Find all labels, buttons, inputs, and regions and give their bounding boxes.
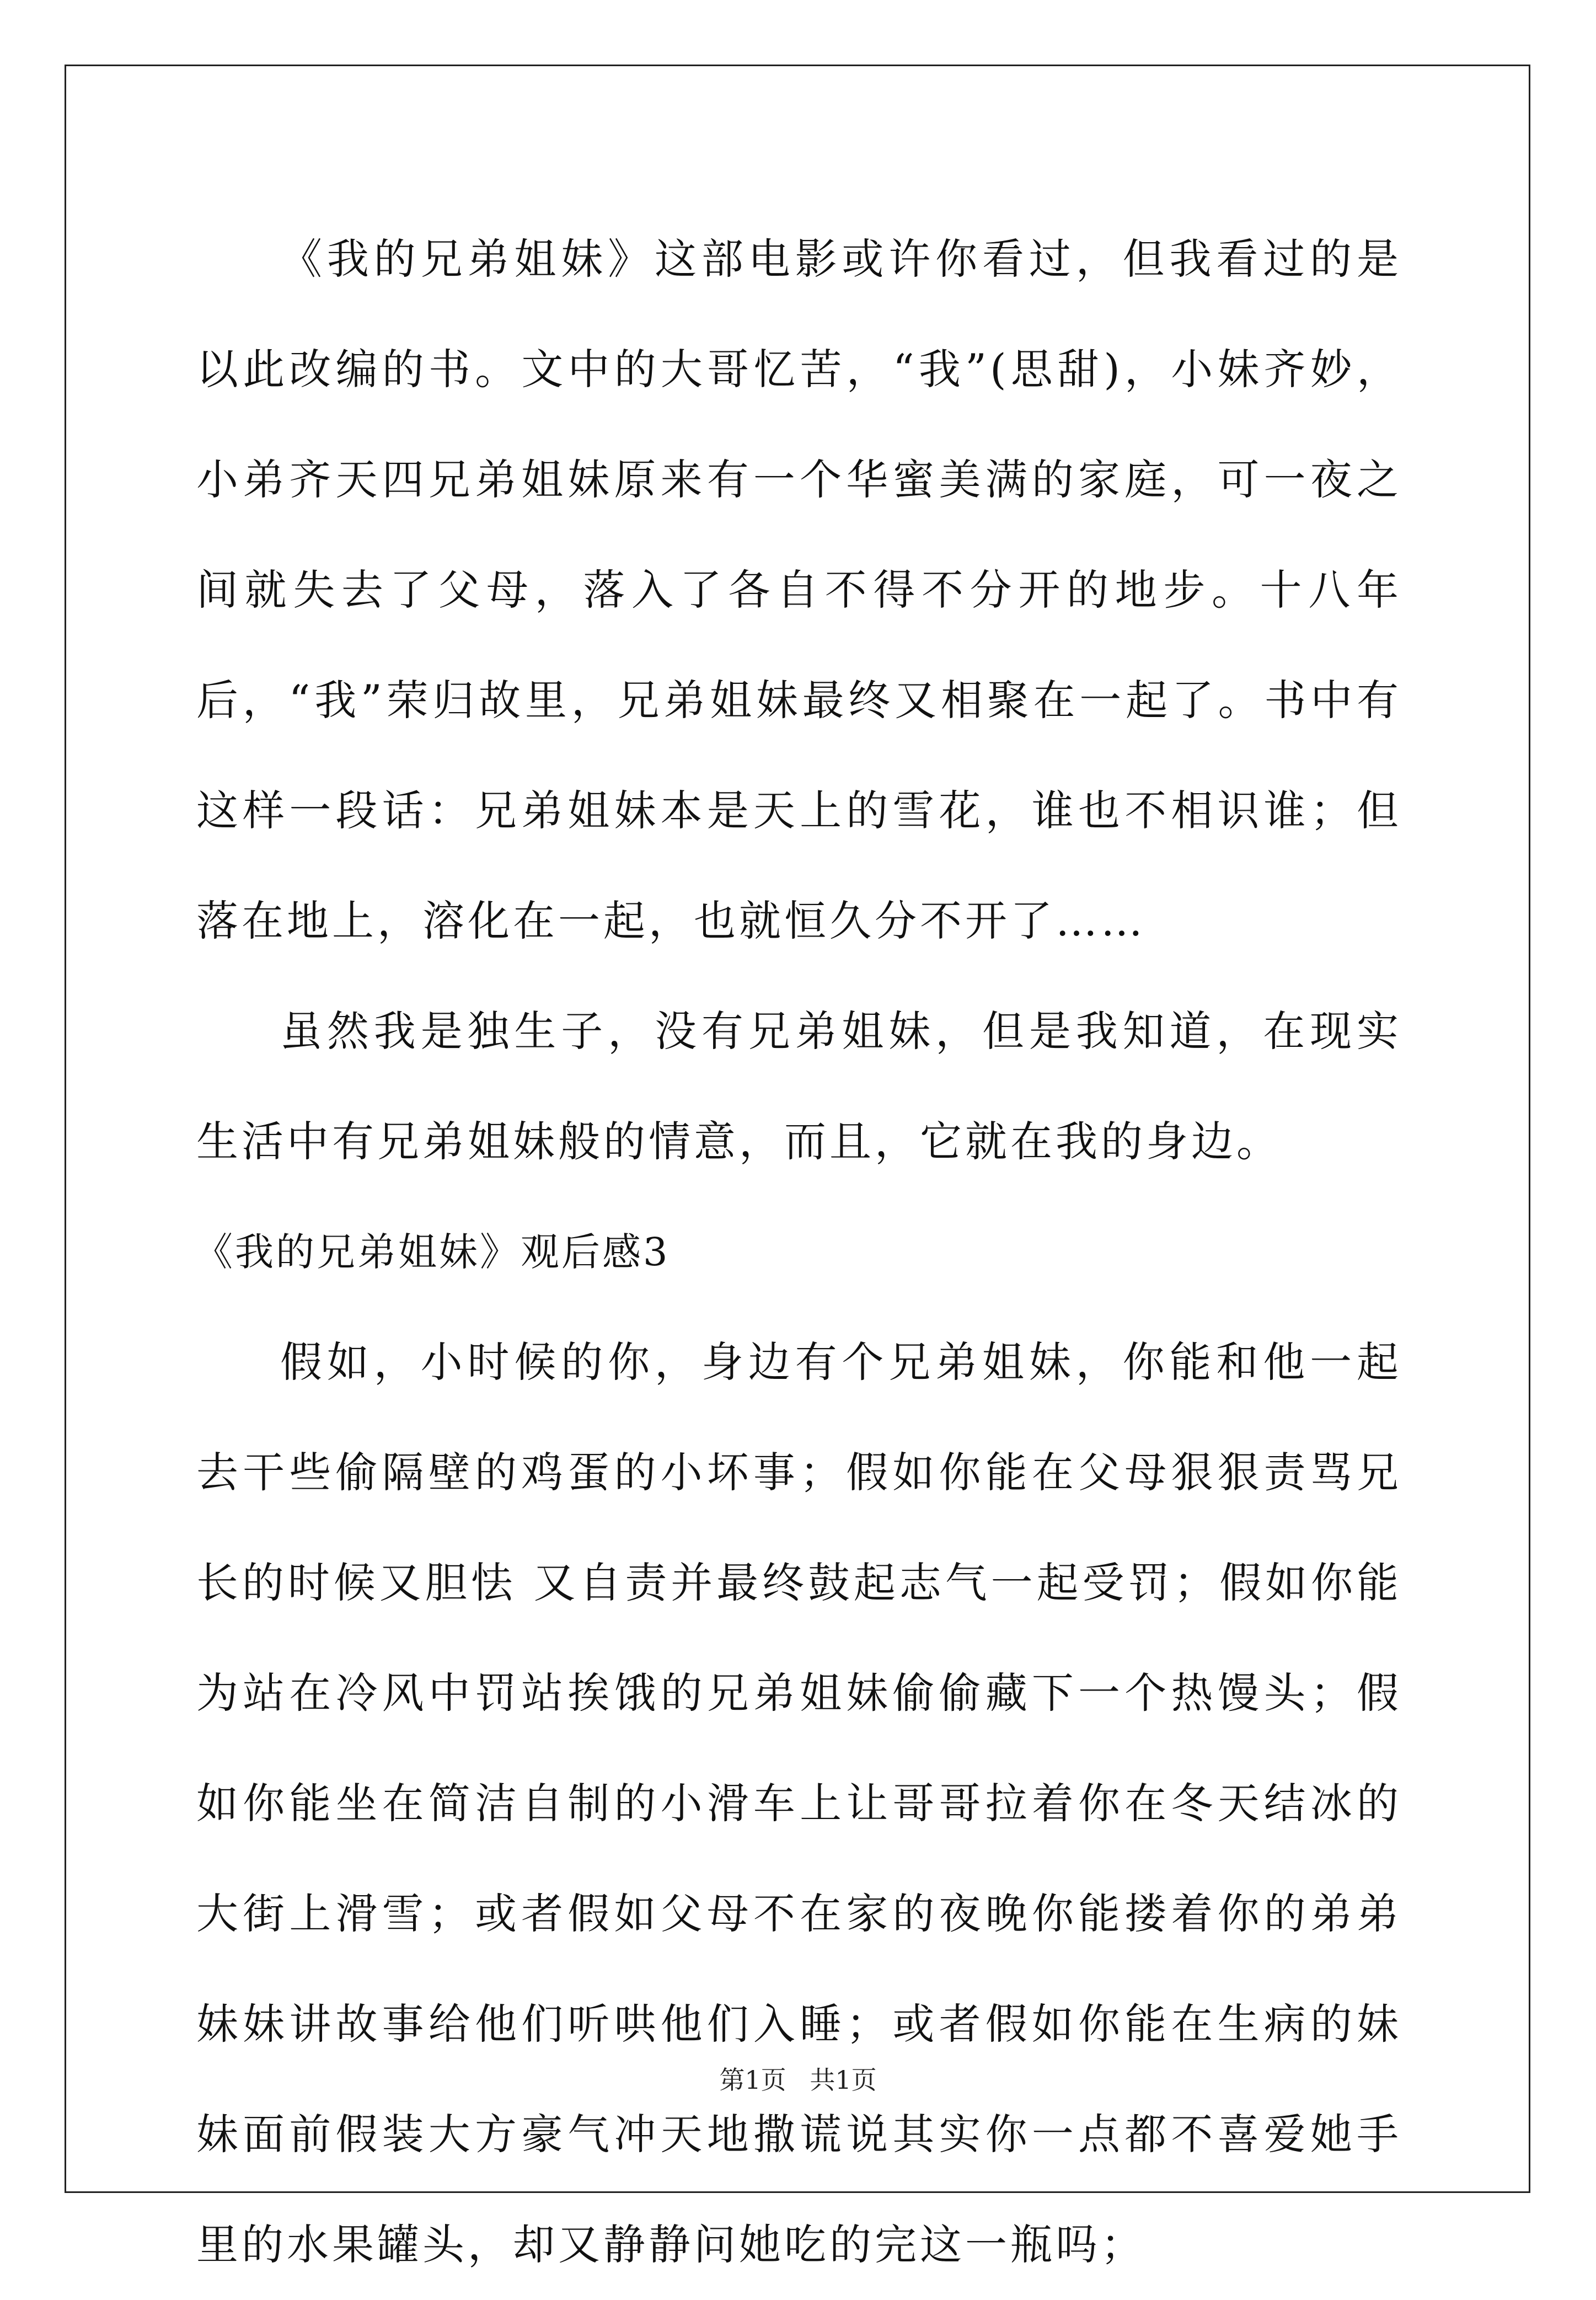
section-heading: 《我的兄弟姐妹》观后感3 bbox=[194, 1229, 670, 1275]
page-footer bbox=[0, 2060, 1596, 2096]
page-number: 第1页 bbox=[719, 2065, 786, 2095]
body-paragraph: 假如，小时候的你，身边有个兄弟姐妹，你能和他一起去干些偷隔壁的鸡蛋的小坏事；假如你能在父母狠狠责骂兄长的时候又胆怯 又自责并最终鼓起志气一起受罚；假如你能为站在冷风中罚站挨饿的兄弟姐妹偷偷藏下一个热馒头；假如你能坐在简洁自制的小滑车上让哥哥拉着你在冬天结冰的大街上滑雪；或者假如父母不在家的夜晚你能搂着你的弟弟妹妹讲故事给他们听哄他们入睡；或者假如你能在生病的妹妹面前假装大方豪气冲天地撒谎说其实你一点都不喜爱她手里的水果罐头，却又静静问她吃的完这一瓶吗； bbox=[196, 1338, 1402, 2269]
document-body bbox=[196, 204, 1402, 2300]
body-paragraph: 虽然我是独生子，没有兄弟姐妹，但是我知道，在现实生活中有兄弟姐妹般的情意，而且，它就在我的身边。 bbox=[196, 1007, 1402, 1166]
body-paragraph: 《我的兄弟姐妹》这部电影或许你看过，但我看过的是以此改编的书。文中的大哥忆苦，“我”(思甜)，小妹齐妙，小弟齐天四兄弟姐妹原来有一个华蜜美满的家庭，可一夜之间就失去了父母，落入了各自不得不分开的地步。十八年后，“我”荣归故里，兄弟姐妹最终又相聚在一起了。书中有这样一段话：兄弟姐妹本是天上的雪花，谁也不相识谁；但落在地上，溶化在一起，也就恒久分不开了…… bbox=[196, 234, 1402, 945]
page-total: 共1页 bbox=[810, 2065, 877, 2095]
